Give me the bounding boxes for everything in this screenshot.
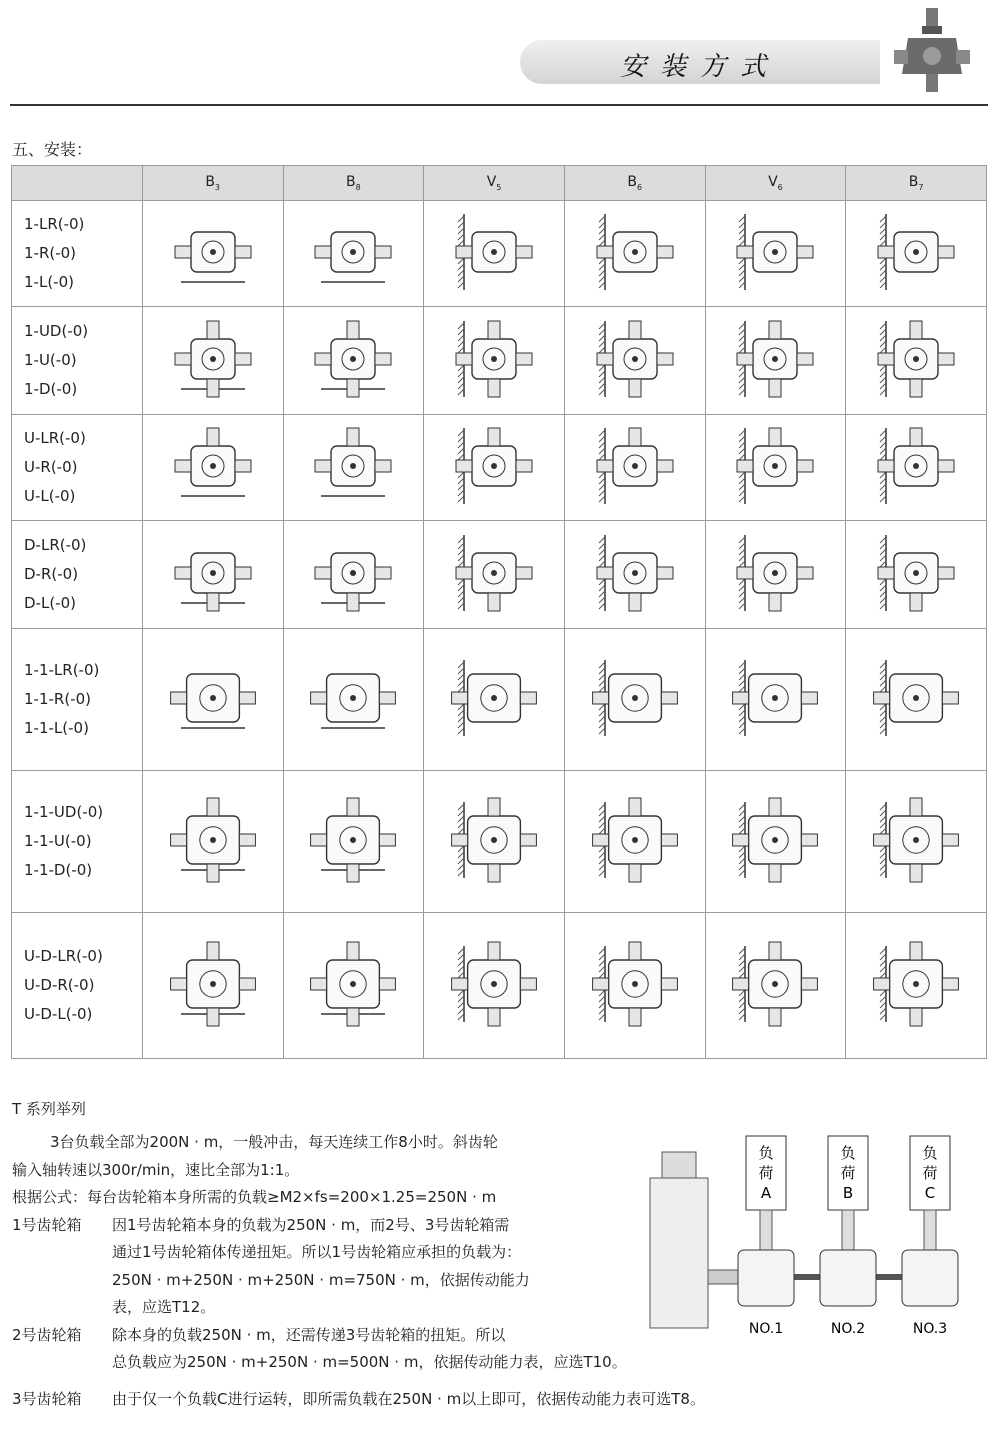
gearbox-icon	[434, 418, 554, 514]
mount-drawing-cell	[846, 521, 987, 629]
gearbox-box	[820, 1250, 876, 1306]
mount-drawing-cell	[424, 629, 565, 771]
gearbox-icon	[293, 418, 413, 514]
gearbox-icon	[856, 638, 976, 758]
mount-code: U-L(-0)	[24, 487, 76, 505]
example-text: 通过1号齿轮箱体传递扭矩。所以1号齿轮箱应承担的负载为：	[112, 1243, 522, 1261]
mount-code-cell	[12, 201, 143, 307]
mount-code: U-D-L(-0)	[24, 1005, 93, 1023]
mount-drawing-cell	[424, 415, 565, 521]
gearbox-icon	[715, 780, 835, 900]
mount-drawing-cell	[283, 201, 424, 307]
mount-code: 1-U(-0)	[24, 351, 77, 369]
gearbox-box	[738, 1250, 794, 1306]
gearbox-icon	[434, 780, 554, 900]
mount-drawing-cell	[283, 913, 424, 1059]
mount-drawing-cell	[564, 201, 705, 307]
mount-drawing-cell	[283, 415, 424, 521]
gearbox-icon	[293, 525, 413, 621]
mount-drawing-cell	[846, 629, 987, 771]
mount-drawing-cell	[142, 771, 283, 913]
gearbox-icon	[715, 525, 835, 621]
gearbox-number: NO.2	[830, 1321, 866, 1337]
mount-code: 1-1-LR(-0)	[24, 661, 100, 679]
table-row	[12, 629, 987, 771]
example-text: 除本身的负载250N · m，还需传递3号齿轮箱的扭矩。所以	[112, 1325, 506, 1344]
column-header: $V_6$	[705, 166, 846, 201]
mount-code: 1-UD(-0)	[24, 322, 89, 340]
mount-code-cell	[12, 913, 143, 1059]
gearbox-number: NO.3	[912, 1321, 948, 1337]
gearbox-icon	[575, 924, 695, 1044]
load-label: 荷	[840, 1164, 856, 1182]
mount-code: D-R(-0)	[24, 565, 79, 583]
load-label: 负	[922, 1144, 938, 1162]
mount-drawing-cell	[142, 629, 283, 771]
column-header: $B_6$	[564, 166, 705, 201]
mount-drawing-cell	[424, 521, 565, 629]
gearbox-icon	[153, 311, 273, 407]
mount-code: 1-LR(-0)	[24, 215, 85, 233]
mount-code: 1-R(-0)	[24, 244, 77, 262]
mount-drawing-cell	[424, 913, 565, 1059]
gearbox-icon	[434, 204, 554, 300]
mount-drawing-cell	[424, 307, 565, 415]
gearbox-icon	[575, 418, 695, 514]
gearbox-icon	[575, 311, 695, 407]
gearbox-icon	[434, 638, 554, 758]
mount-drawing-cell	[705, 913, 846, 1059]
example-text: 3台负载全部为200N · m，一般冲击，每天连续工作8小时。斜齿轮	[50, 1133, 498, 1151]
mount-drawing-cell	[564, 771, 705, 913]
gearbox-icon	[856, 780, 976, 900]
mount-drawing-cell	[846, 415, 987, 521]
mount-code: 1-1-UD(-0)	[24, 803, 104, 821]
mount-code-cell	[12, 521, 143, 629]
gearbox-icon	[856, 525, 976, 621]
gearbox-icon	[293, 638, 413, 758]
gearbox-icon	[434, 311, 554, 407]
mount-drawing-cell	[283, 771, 424, 913]
table-row	[12, 771, 987, 913]
section-title: 五、安装：	[12, 140, 93, 159]
mount-code-cell	[12, 771, 143, 913]
mount-code: 1-1-L(-0)	[24, 719, 89, 737]
mount-code: 1-1-D(-0)	[24, 861, 93, 879]
gearbox-icon	[153, 418, 273, 514]
mount-code-cell	[12, 307, 143, 415]
gearbox-icon	[293, 311, 413, 407]
gearbox-logo-icon	[892, 4, 974, 100]
mount-drawing-cell	[142, 201, 283, 307]
mount-drawing-cell	[564, 629, 705, 771]
table-row	[12, 415, 987, 521]
gearbox-icon	[293, 204, 413, 300]
table-row	[12, 201, 987, 307]
mount-drawing-cell	[283, 521, 424, 629]
mount-code-cell	[12, 415, 143, 521]
gearbox-label: 1号齿轮箱	[12, 1215, 82, 1234]
drive-layout-diagram	[648, 1130, 978, 1350]
mount-drawing-cell	[564, 913, 705, 1059]
load-label: 荷	[922, 1164, 938, 1182]
gearbox-icon	[715, 638, 835, 758]
example-text: 输入轴转速以300r/min，速比全部为1:1。	[12, 1160, 300, 1179]
mounting-table	[11, 165, 987, 1059]
mount-code: 1-1-R(-0)	[24, 690, 91, 708]
mount-drawing-cell	[142, 521, 283, 629]
mount-drawing-cell	[846, 771, 987, 913]
mount-drawing-cell	[564, 415, 705, 521]
example-section	[12, 1098, 632, 1377]
mount-code: 1-1-U(-0)	[24, 832, 92, 850]
gearbox-icon	[293, 780, 413, 900]
mount-drawing-cell	[846, 201, 987, 307]
load-label: A	[760, 1184, 772, 1202]
mount-drawing-cell	[564, 521, 705, 629]
mount-drawing-cell	[424, 771, 565, 913]
gearbox-icon	[856, 311, 976, 407]
example-text: 由于仅一个负载C进行运转，即所需负载在250N · m以上即可，依据传动能力表可选T8。	[112, 1390, 705, 1408]
gearbox-label: 3号齿轮箱	[12, 1390, 82, 1408]
gearbox-icon	[575, 204, 695, 300]
mount-drawing-cell	[705, 201, 846, 307]
gearbox-icon	[153, 638, 273, 758]
gearbox-icon	[715, 418, 835, 514]
gearbox-icon	[856, 924, 976, 1044]
mount-code: U-D-LR(-0)	[24, 947, 103, 965]
page-title: 安装方式	[619, 52, 780, 82]
table-header-row	[12, 166, 987, 201]
mount-code: D-LR(-0)	[24, 536, 87, 554]
table-row	[12, 521, 987, 629]
mount-drawing-cell	[142, 913, 283, 1059]
gearbox-icon	[434, 924, 554, 1044]
load-label: 负	[840, 1144, 856, 1162]
mount-drawing-cell	[142, 415, 283, 521]
mount-drawing-cell	[705, 771, 846, 913]
header-corner	[12, 166, 143, 201]
load-label: C	[924, 1184, 936, 1202]
gearbox-icon	[293, 924, 413, 1044]
mount-drawing-cell	[846, 913, 987, 1059]
header-banner	[520, 40, 880, 84]
gearbox-icon	[575, 780, 695, 900]
mount-drawing-cell	[283, 629, 424, 771]
example-text: 根据公式：每台齿轮箱本身所需的负载≥M2×fs=200×1.25=250N · m	[12, 1188, 497, 1206]
load-label: 荷	[758, 1164, 774, 1182]
gearbox-icon	[856, 418, 976, 514]
example-text: 250N · m+250N · m+250N · m=750N · m，依据传动能力	[112, 1270, 530, 1289]
gearbox-icon	[153, 525, 273, 621]
example-title: T 系列举列	[12, 1100, 86, 1118]
column-header: $B_3$	[142, 166, 283, 201]
mount-code: 1-L(-0)	[24, 273, 74, 291]
mount-drawing-cell	[705, 415, 846, 521]
column-header: $B_7$	[846, 166, 987, 201]
load-label: 负	[758, 1144, 774, 1162]
mount-code: 1-D(-0)	[24, 380, 78, 398]
gearbox-icon	[715, 204, 835, 300]
gearbox-icon	[715, 311, 835, 407]
mount-drawing-cell	[142, 307, 283, 415]
gearbox-icon	[715, 924, 835, 1044]
column-header: $V_5$	[424, 166, 565, 201]
mount-code: U-LR(-0)	[24, 429, 86, 447]
gearbox-icon	[575, 525, 695, 621]
example-text: 总负载应为250N · m+250N · m=500N · m，依据传动能力表，应选T10。	[112, 1353, 627, 1371]
gearbox-label: 2号齿轮箱	[12, 1325, 82, 1344]
gearbox-icon	[434, 525, 554, 621]
table-row	[12, 913, 987, 1059]
gearbox-icon	[856, 204, 976, 300]
mount-drawing-cell	[564, 307, 705, 415]
mount-code: D-L(-0)	[24, 594, 76, 612]
header-rule	[10, 104, 988, 106]
table-row	[12, 307, 987, 415]
mount-code: U-D-R(-0)	[24, 976, 95, 994]
gearbox-box	[902, 1250, 958, 1306]
gearbox-icon	[575, 638, 695, 758]
mount-code: U-R(-0)	[24, 458, 78, 476]
mount-drawing-cell	[705, 521, 846, 629]
mount-drawing-cell	[705, 307, 846, 415]
column-header: $B_8$	[283, 166, 424, 201]
load-label: B	[842, 1184, 854, 1202]
gearbox-icon	[153, 780, 273, 900]
mount-drawing-cell	[424, 201, 565, 307]
gearbox-icon	[153, 924, 273, 1044]
mount-code-cell	[12, 629, 143, 771]
mount-drawing-cell	[705, 629, 846, 771]
example-text: 表，应选T12。	[112, 1298, 216, 1316]
mount-drawing-cell	[283, 307, 424, 415]
example-text: 因1号齿轮箱本身的负载为250N · m，而2号、3号齿轮箱需	[112, 1215, 510, 1234]
gearbox-icon	[153, 204, 273, 300]
mount-drawing-cell	[846, 307, 987, 415]
gearbox-number: NO.1	[748, 1321, 784, 1337]
